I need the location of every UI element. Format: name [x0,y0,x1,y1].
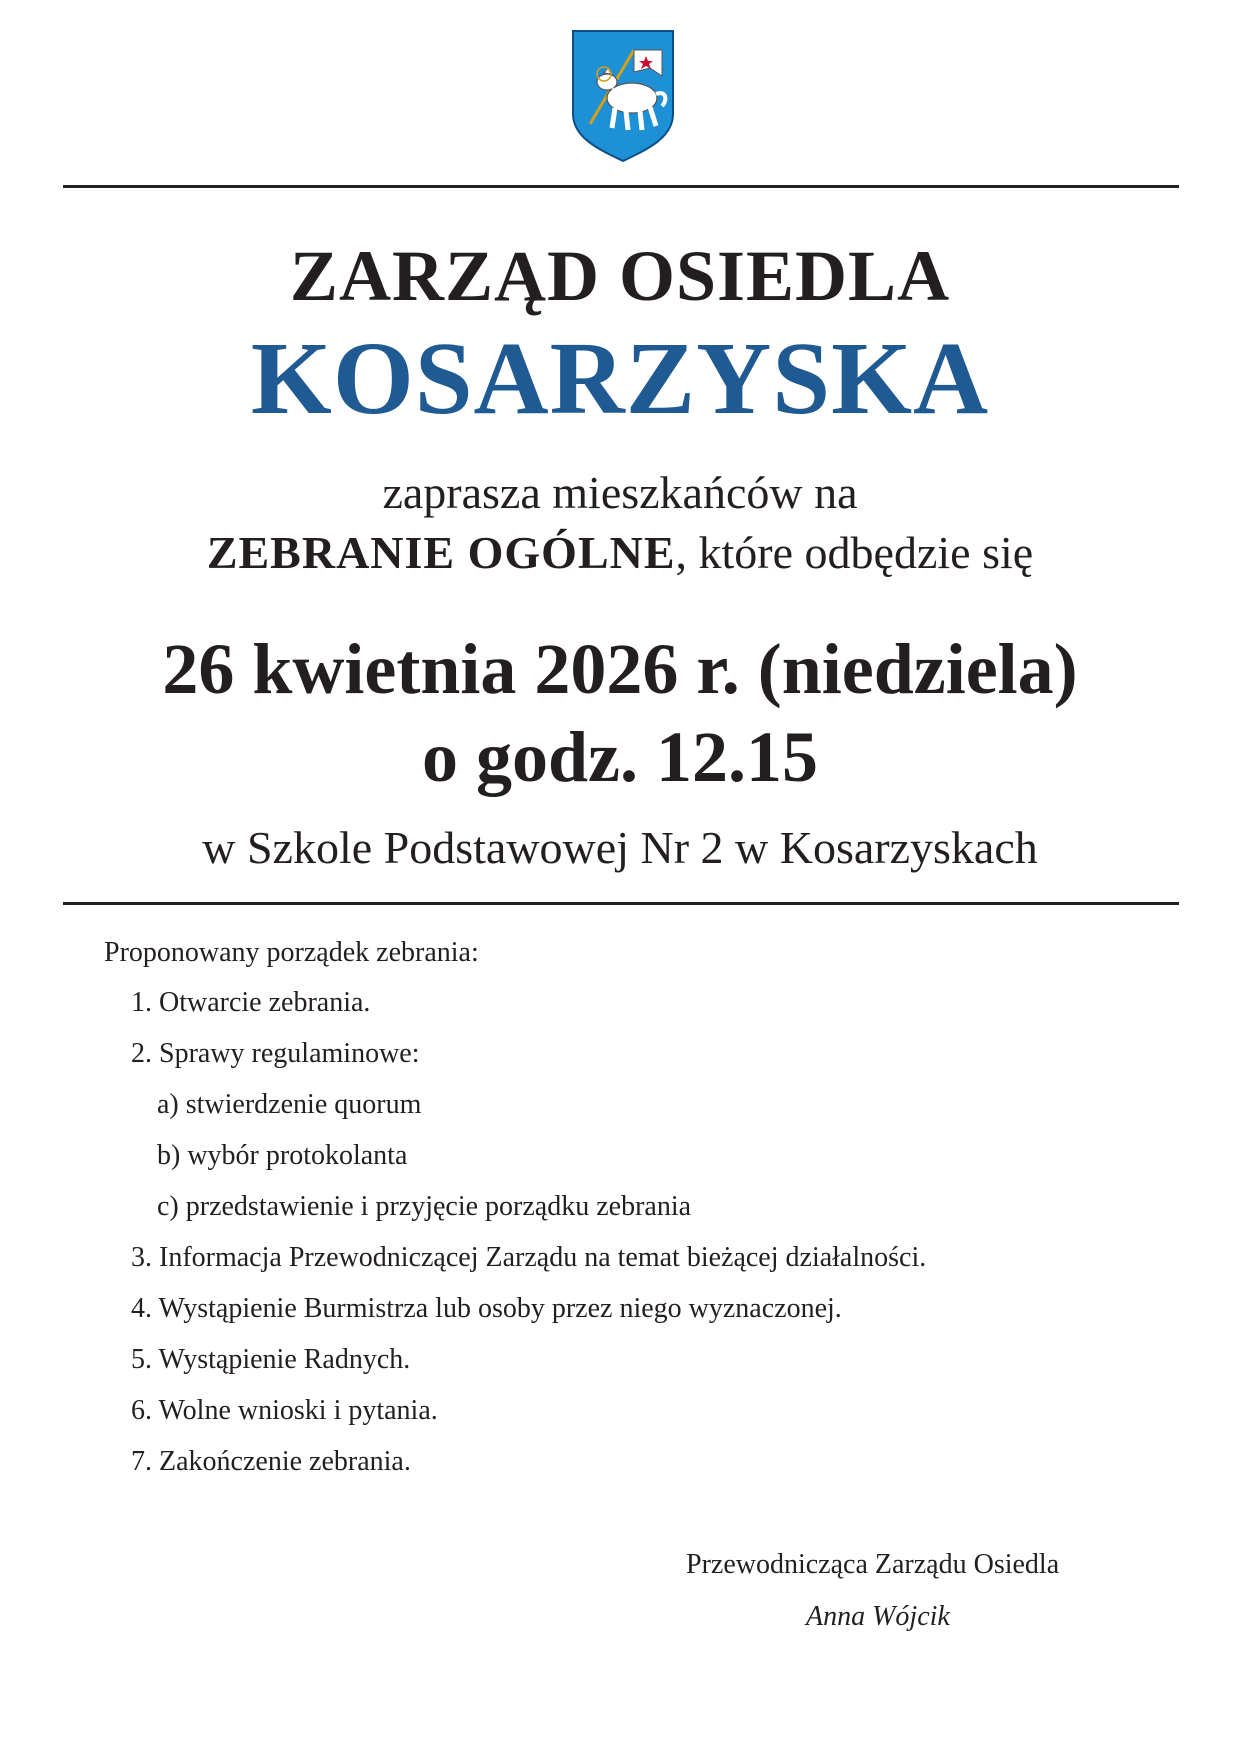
agenda-subitem: b) wybór protokolanta [157,1140,408,1171]
agenda-item: 3. Informacja Przewodniczącej Zarządu na temat bieżącej działalności. [131,1242,927,1273]
event-place: w Szkole Podstawowej Nr 2 w Kosarzyskach [202,822,1038,873]
agenda-item: 7. Zakończenie zebrania. [131,1446,411,1477]
event-time: o godz. 12.15 [422,717,818,797]
agenda-item: 4. Wystąpienie Burmistrza lub osoby przez niego wyznaczonej. [131,1293,842,1324]
meeting-type: ZEBRANIE OGÓLNE [206,527,676,578]
top-divider [63,185,1179,188]
organization-title: ZARZĄD OSIEDLA [289,236,951,316]
agenda-item: 2. Sprawy regulaminowe: [131,1038,420,1069]
agenda-item: 6. Wolne wnioski i pytania. [131,1395,438,1426]
invitation-line-2 [0,525,1240,581]
coat-of-arms-icon [570,28,676,164]
agenda-item: 5. Wystąpienie Radnych. [131,1344,411,1375]
estate-name: KOSARZYSKA [250,321,990,436]
agenda-heading: Proponowany porządek zebrania: [104,937,479,968]
signer-title: Przewodnicząca Zarządu Osiedla [686,1549,1060,1580]
agenda-subitem: c) przedstawienie i przyjęcie porządku zebrania [157,1191,692,1222]
invitation-line-1: zaprasza mieszkańców na [382,467,858,518]
invitation-line-2-rest: , które odbędzie się [675,527,1034,578]
agenda-subitem: a) stwierdzenie quorum [157,1089,422,1120]
event-date: 26 kwietnia 2026 r. (niedziela) [162,629,1078,709]
signer-name: Anna Wójcik [806,1601,950,1632]
agenda-item: 1. Otwarcie zebrania. [131,987,371,1018]
bottom-divider [63,902,1179,905]
